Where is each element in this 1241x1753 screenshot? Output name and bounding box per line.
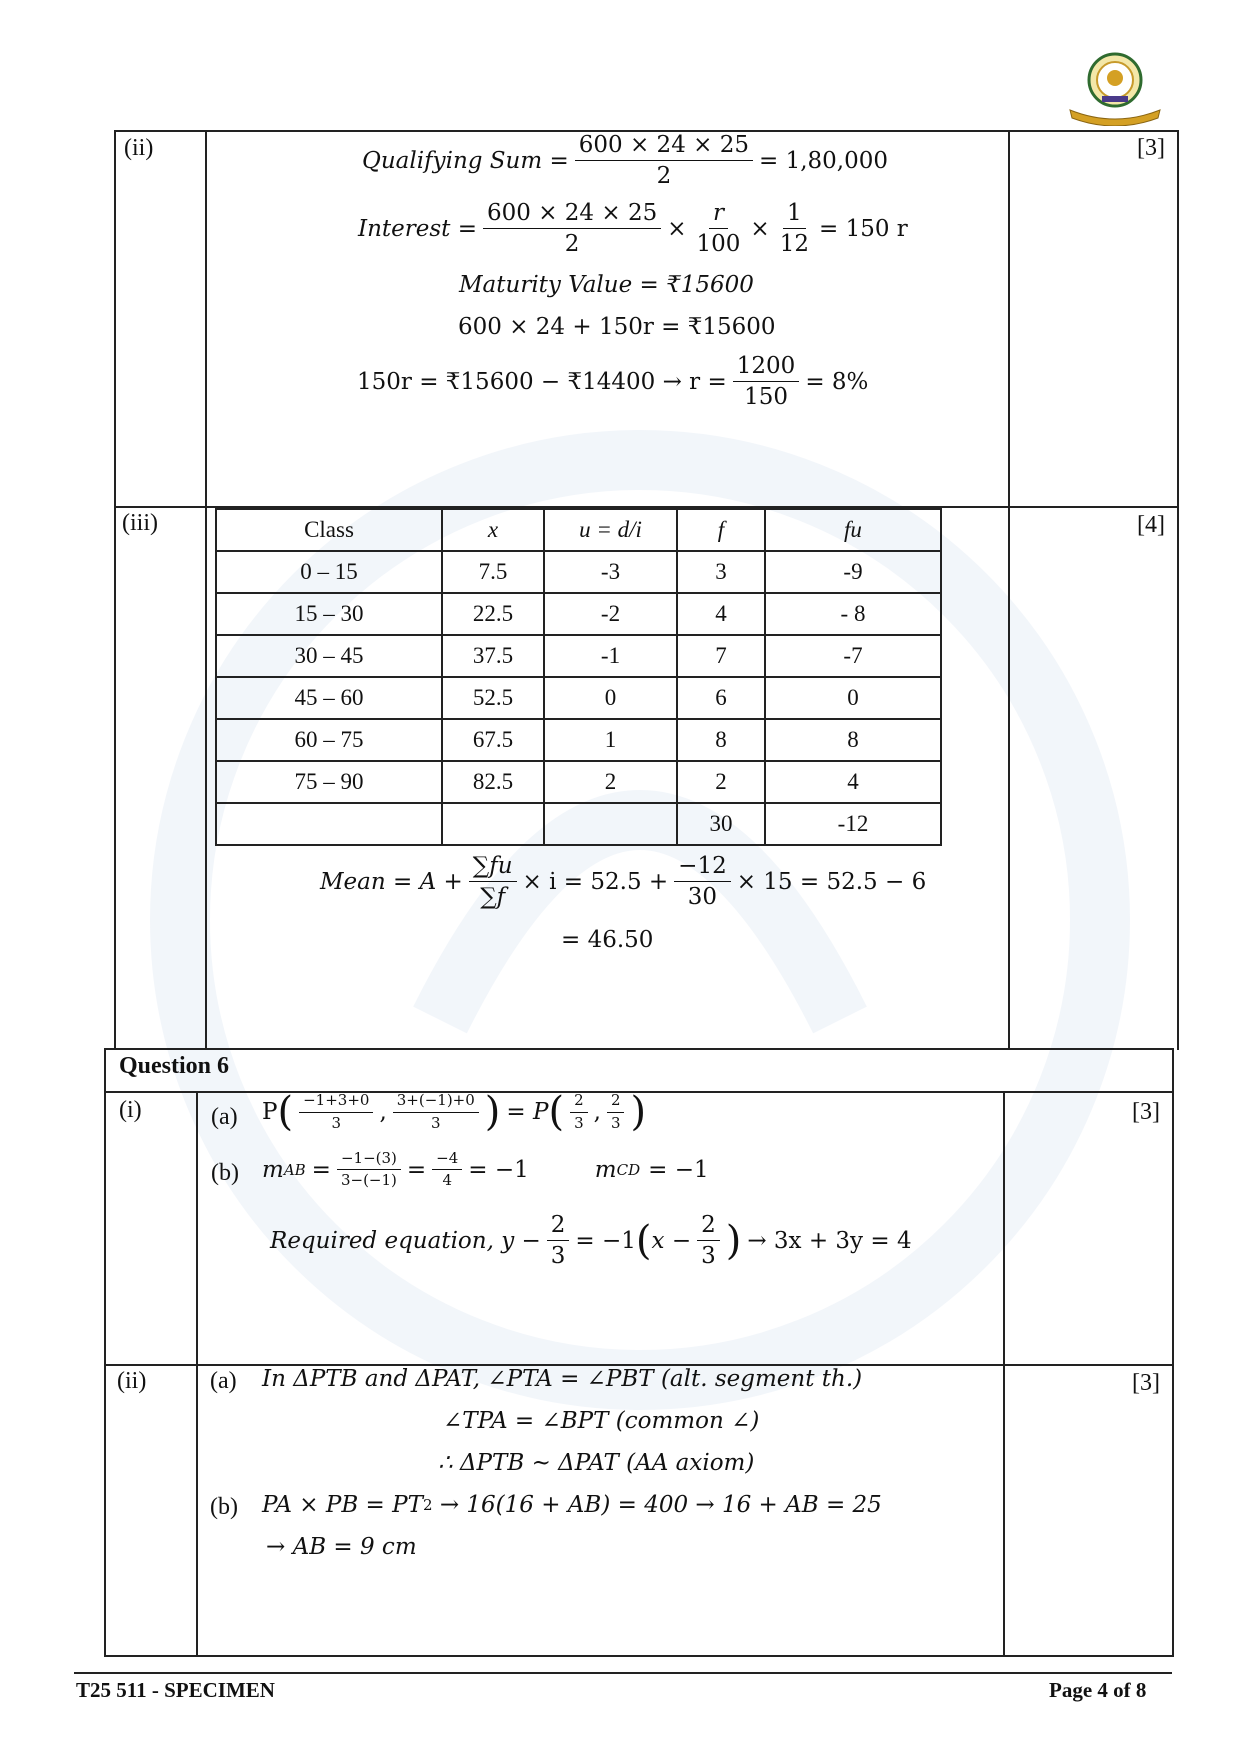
point-name: P (262, 1099, 278, 1125)
border (205, 130, 207, 1050)
border (1177, 130, 1179, 1050)
numerator: 600 × 24 × 25 (483, 200, 661, 229)
denominator: 3 (574, 1113, 584, 1132)
table-cell: 22.5 (442, 593, 544, 635)
column-header: x (442, 509, 544, 551)
table-cell (442, 803, 544, 845)
table-cell: 4 (765, 761, 941, 803)
equation-rhs: × 15 = 52.5 − 6 (736, 868, 927, 895)
column-header: u = d/i (544, 509, 677, 551)
table-row (216, 635, 941, 677)
slope-subscript: AB (283, 1160, 306, 1179)
operator: × (750, 215, 770, 242)
interest-equation (358, 200, 908, 258)
fraction (693, 200, 745, 258)
rate-equation (357, 353, 868, 411)
table-cell (216, 803, 442, 845)
equation-lhs: Required equation, y − (270, 1227, 541, 1254)
marks-label: [3] (1132, 1370, 1160, 1396)
column-header: fu (765, 509, 941, 551)
final-answer: → AB = 9 cm (266, 1534, 417, 1560)
equation-rhs: = −1 (648, 1156, 709, 1183)
marks-label: [3] (1132, 1099, 1160, 1125)
equation-lhs: Interest = (358, 215, 477, 242)
table-cell: 30 (677, 803, 765, 845)
similarity-conclusion: ∴ ΔPTB ~ ΔPAT (AA axiom) (438, 1450, 755, 1476)
fraction (337, 1150, 401, 1190)
mean-equation (320, 853, 926, 911)
table-cell: 52.5 (442, 677, 544, 719)
equation-lhs: PA × PB = PT (262, 1492, 423, 1518)
numerator: 600 × 24 × 25 (575, 132, 753, 161)
denominator: 150 (744, 384, 788, 411)
numerator: −1−(3) (337, 1150, 401, 1170)
border (104, 1048, 106, 1657)
table-cell: 0 (544, 677, 677, 719)
equation-rhs: = 8% (805, 368, 869, 395)
equation-lhs: Qualifying Sum = (362, 147, 569, 174)
numerator: 2 (607, 1092, 625, 1112)
sub-part-label-a: (a) (211, 1104, 238, 1130)
table-cell: 15 – 30 (216, 593, 442, 635)
numerator: 2 (547, 1212, 570, 1241)
equation-rhs: = P (506, 1099, 549, 1125)
numerator: −4 (432, 1150, 462, 1170)
fraction (547, 1212, 570, 1270)
numerator: 1200 (733, 353, 800, 382)
part-label-i: (i) (119, 1097, 142, 1123)
numerator: 2 (697, 1212, 720, 1241)
table-cell: 8 (765, 719, 941, 761)
exponent: 2 (422, 1496, 433, 1514)
midpoint-equation: P ( $\frac{-1+3+0}{3}$ , $\frac{3+(-1)+0}{3}$ ) = P ( $\frac{2}{3}$ , $\frac{2}{3}$ ) (262, 1089, 647, 1135)
border (1008, 130, 1010, 1050)
numerator: 1 (783, 200, 806, 229)
equation-rhs: = 1,80,000 (759, 147, 889, 174)
denominator: 2 (564, 231, 580, 258)
fraction (299, 1092, 373, 1132)
common-angle-statement: ∠TPA = ∠BPT (common ∠) (443, 1408, 760, 1434)
equation-rhs: = −1 (468, 1156, 529, 1183)
right-paren: ) (484, 1089, 501, 1135)
denominator: ∑f (480, 884, 506, 911)
equation-term: x − (651, 1227, 692, 1254)
marks-label: [4] (1137, 512, 1165, 538)
denominator: 30 (687, 884, 718, 911)
table-cell (544, 803, 677, 845)
table-cell: 37.5 (442, 635, 544, 677)
slope-symbol: m (262, 1156, 284, 1183)
denominator: 3 (331, 1113, 342, 1132)
table-cell: 45 – 60 (216, 677, 442, 719)
column-header: f (677, 509, 765, 551)
left-paren: ( (635, 1217, 652, 1264)
frequency-table (215, 508, 942, 846)
denominator: 4 (442, 1171, 452, 1190)
question-heading: Question 6 (119, 1053, 230, 1079)
column-header: Class (216, 509, 442, 551)
fraction (733, 353, 800, 411)
sub-part-label-a: (a) (210, 1368, 237, 1394)
table-cell: 6 (677, 677, 765, 719)
table-cell: 67.5 (442, 719, 544, 761)
table-row (216, 551, 941, 593)
slope-equation (262, 1150, 709, 1190)
equation-lhs: Mean = A + (320, 868, 463, 895)
fraction (469, 853, 517, 911)
border (196, 1091, 198, 1657)
part-label-ii: (ii) (124, 135, 154, 161)
table-cell: 8 (677, 719, 765, 761)
denominator: 12 (779, 231, 809, 258)
border (1172, 1048, 1174, 1657)
equation-rhs: → 16(16 + AB) = 400 → 16 + AB = 25 (432, 1492, 882, 1518)
denominator: 2 (656, 163, 672, 190)
numerator: −12 (674, 853, 731, 882)
numerator: 3+(−1)+0 (393, 1092, 479, 1112)
fraction (575, 132, 753, 190)
table-cell: -2 (544, 593, 677, 635)
table-cell: -7 (765, 635, 941, 677)
table-header-row (216, 509, 941, 551)
required-equation (270, 1212, 912, 1270)
equation-middle: × i = 52.5 + (522, 868, 669, 895)
right-paren: ) (725, 1217, 742, 1264)
sub-part-label-b: (b) (211, 1160, 239, 1186)
similarity-statement: In ΔPTB and ΔPAT, ∠PTA = ∠PBT (alt. segment th.) (262, 1366, 863, 1392)
comma: , (379, 1099, 387, 1125)
table-cell: 3 (677, 551, 765, 593)
part-label-iii: (iii) (122, 510, 158, 536)
table-cell: - 8 (765, 593, 941, 635)
table-cell: 1 (544, 719, 677, 761)
table-cell: -12 (765, 803, 941, 845)
table-cell: -3 (544, 551, 677, 593)
qualifying-sum-equation (362, 132, 888, 190)
left-paren: ( (277, 1089, 294, 1135)
table-cell: 7 (677, 635, 765, 677)
denominator: 3 (431, 1113, 441, 1132)
denominator: 3 (701, 1243, 716, 1270)
fraction (483, 200, 661, 258)
border (1003, 1091, 1005, 1657)
table-row (216, 677, 941, 719)
table-cell: 2 (677, 761, 765, 803)
equation-rhs: → 3x + 3y = 4 (747, 1227, 912, 1254)
fraction (776, 200, 813, 258)
numerator: r (709, 200, 728, 229)
slope-subscript: CD (616, 1160, 641, 1179)
slope-symbol: m (594, 1156, 617, 1183)
table-cell: 60 – 75 (216, 719, 442, 761)
denominator: 3 (610, 1113, 621, 1132)
table-cell: 0 – 15 (216, 551, 442, 593)
equation-rhs: = 150 r (818, 215, 908, 242)
fraction (697, 1212, 720, 1270)
table-cell: 30 – 45 (216, 635, 442, 677)
table-cell: 7.5 (442, 551, 544, 593)
denominator: 3−(−1) (340, 1171, 397, 1190)
table-total-row (216, 803, 941, 845)
mean-result: = 46.50 (561, 927, 654, 953)
denominator: 100 (696, 231, 741, 258)
table-cell: 0 (765, 677, 941, 719)
operator: × (667, 215, 687, 242)
table-row (216, 761, 941, 803)
table-row (216, 593, 941, 635)
maturity-equation-line: 600 × 24 + 150r = ₹15600 (458, 314, 776, 340)
council-logo (1060, 48, 1170, 126)
equation-lhs: 150r = ₹15600 − ₹14400 → r = (357, 368, 727, 395)
fraction (607, 1092, 625, 1132)
numerator: 2 (570, 1092, 588, 1112)
right-paren: ) (630, 1089, 647, 1135)
fraction (432, 1150, 462, 1190)
table-cell: 2 (544, 761, 677, 803)
part-label-ii: (ii) (117, 1368, 147, 1394)
numerator: ∑fu (469, 853, 517, 882)
border (104, 1655, 1174, 1657)
table-cell: 82.5 (442, 761, 544, 803)
table-row (216, 719, 941, 761)
fraction (393, 1092, 479, 1132)
border (114, 130, 116, 1050)
table-cell: -9 (765, 551, 941, 593)
sub-part-label-b: (b) (210, 1494, 238, 1520)
fraction (570, 1092, 588, 1132)
document-code: T25 511 - SPECIMEN (76, 1678, 275, 1702)
border (104, 1048, 1174, 1050)
page-number: Page 4 of 8 (1049, 1678, 1147, 1702)
denominator: 3 (550, 1243, 566, 1270)
fraction (674, 853, 731, 911)
marks-label: [3] (1137, 135, 1165, 161)
tangent-secant-equation (262, 1492, 882, 1518)
equation-middle: = −1 (575, 1227, 636, 1254)
left-paren: ( (548, 1089, 565, 1135)
equals: = (406, 1156, 427, 1183)
table-cell: -1 (544, 635, 677, 677)
equals: = (311, 1156, 331, 1183)
footer-divider (74, 1672, 1172, 1674)
maturity-value-line: Maturity Value = ₹15600 (459, 272, 754, 298)
table-cell: 75 – 90 (216, 761, 442, 803)
numerator: −1+3+0 (299, 1092, 373, 1112)
table-cell: 4 (677, 593, 765, 635)
